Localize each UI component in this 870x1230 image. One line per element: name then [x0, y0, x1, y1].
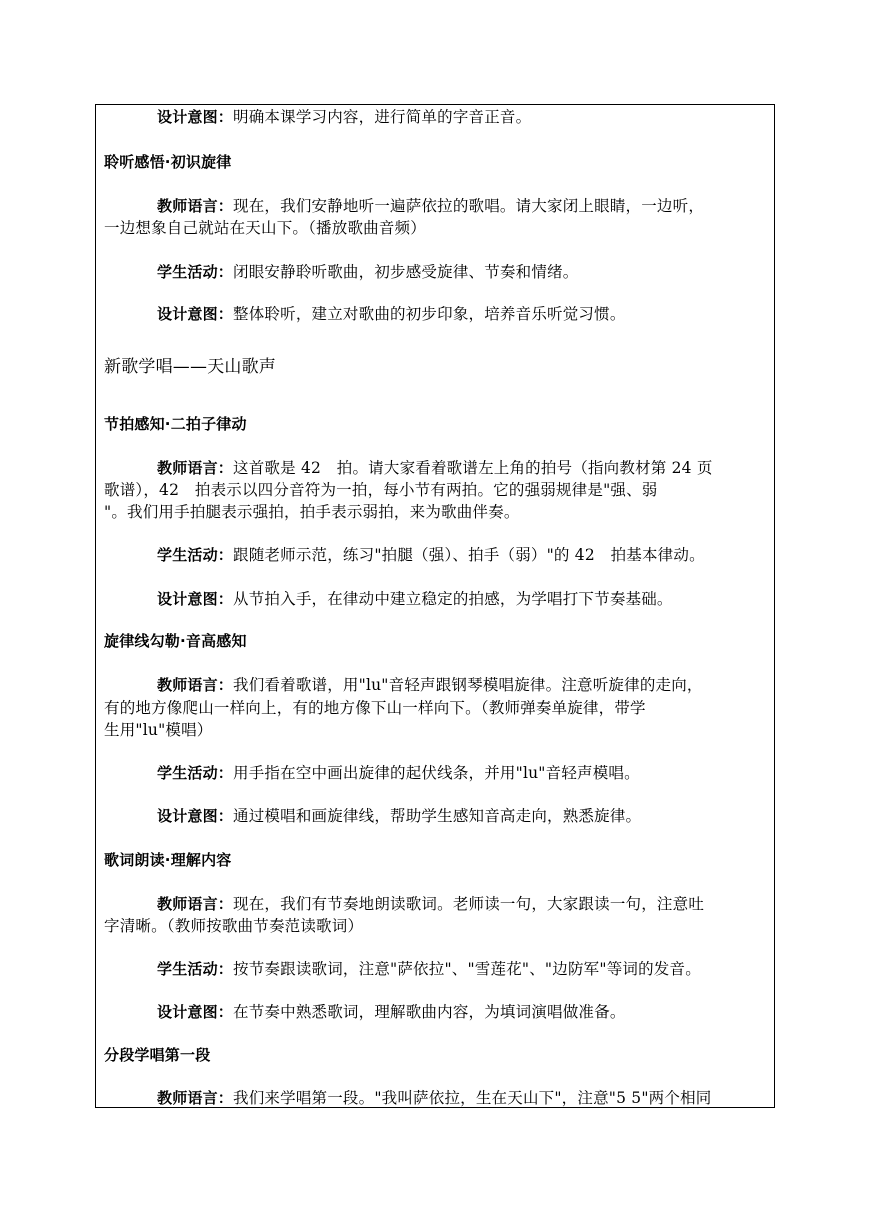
paragraph-design-intent [157, 806, 641, 826]
heading-melody: 旋律线勾勒·音高感知 [104, 632, 247, 650]
label-design: 设计意图： [157, 108, 234, 126]
heading-lyrics: 歌词朗读·理解内容 [104, 851, 232, 869]
paragraph-text: 我们看着歌谱，用"lu"音轻声跟钢琴模唱旋律。注意听旋律的走向， [233, 676, 703, 694]
paragraph-student [157, 545, 705, 565]
paragraph-text: 现在，我们有节奏地朗读歌词。老师读一句，大家跟读一句，注意吐 [233, 895, 705, 913]
paragraph-continuation: 字清晰。（教师按歌曲节奏范读歌词） [104, 917, 364, 935]
paragraph-text: 用手指在空中画出旋律的起伏线条，并用"lu"音轻声模唱。 [233, 764, 640, 782]
paragraph-continuation: 生用"lu"模唱） [104, 721, 213, 739]
paragraph-student [157, 262, 578, 282]
label-student: 学生活动： [157, 960, 234, 978]
label-design: 设计意图： [157, 590, 234, 608]
label-teacher: 教师语言： [157, 1089, 234, 1107]
label-design: 设计意图： [157, 1003, 234, 1021]
paragraph-student [157, 763, 640, 783]
paragraph-text: 从节拍入手，在律动中建立稳定的拍感，为学唱打下节奏基础。 [233, 590, 673, 608]
paragraph-design-intent [157, 1002, 626, 1022]
paragraph-teacher [157, 675, 703, 695]
label-design: 设计意图： [157, 305, 234, 323]
paragraph-text: 闭眼安静聆听歌曲，初步感受旋律、节奏和情绪。 [233, 263, 579, 281]
section-title: 新歌学唱——天山歌声 [104, 357, 276, 377]
paragraph-text: 按节奏跟读歌词，注意"萨依拉"、"雪莲花"、"边防军"等词的发音。 [233, 960, 701, 978]
heading-listening: 聆听感悟·初识旋律 [104, 153, 232, 171]
paragraph-text: 明确本课学习内容，进行简单的字音正音。 [233, 108, 532, 126]
label-student: 学生活动： [157, 263, 234, 281]
paragraph-continuation: 有的地方像爬山一样向上，有的地方像下山一样向下。（教师弹奏单旋律，带学 [104, 699, 646, 717]
paragraph-teacher [157, 1088, 712, 1108]
paragraph-teacher [157, 894, 704, 914]
paragraph-text: 现在，我们安静地听一遍萨依拉的歌唱。请大家闭上眼睛，一边听， [233, 197, 705, 215]
paragraph-continuation: 歌谱），42 拍表示以四分音符为一拍，每小节有两拍。它的强弱规律是"强、弱 [104, 481, 658, 499]
heading-beat: 节拍感知·二拍子律动 [104, 415, 247, 433]
heading-section-one: 分段学唱第一段 [104, 1046, 211, 1064]
paragraph-teacher [157, 458, 713, 478]
label-student: 学生活动： [157, 764, 234, 782]
paragraph-continuation: 一边想象自己就站在天山下。（播放歌曲音频） [104, 219, 426, 237]
label-teacher: 教师语言： [157, 676, 234, 694]
paragraph-design-intent [157, 589, 673, 609]
label-student: 学生活动： [157, 546, 234, 564]
paragraph-text: 在节奏中熟悉歌词，理解歌曲内容，为填词演唱做准备。 [233, 1003, 626, 1021]
paragraph-text: 这首歌是 42 拍。请大家看着歌谱左上角的拍号（指向教材第 24 页 [233, 459, 713, 477]
label-teacher: 教师语言： [157, 197, 234, 215]
paragraph-text: 通过模唱和画旋律线，帮助学生感知音高走向，熟悉旋律。 [233, 807, 642, 825]
label-design: 设计意图： [157, 807, 234, 825]
paragraph-teacher [157, 196, 704, 216]
label-teacher: 教师语言： [157, 895, 234, 913]
paragraph-design-intent [157, 304, 626, 324]
paragraph-student [157, 959, 701, 979]
label-teacher: 教师语言： [157, 459, 234, 477]
paragraph-text: 我们来学唱第一段。"我叫萨依拉，生在天山下"，注意"5 5"两个相同 [233, 1089, 712, 1107]
paragraph-text: 跟随老师示范，练习"拍腿（强）、拍手（弱）"的 42 拍基本律动。 [233, 546, 705, 564]
paragraph-design-intent [157, 107, 531, 127]
paragraph-text: 整体聆听，建立对歌曲的初步印象，培养音乐听觉习惯。 [233, 305, 626, 323]
paragraph-continuation: "。我们用手拍腿表示强拍，拍手表示弱拍，来为歌曲伴奏。 [104, 503, 520, 521]
